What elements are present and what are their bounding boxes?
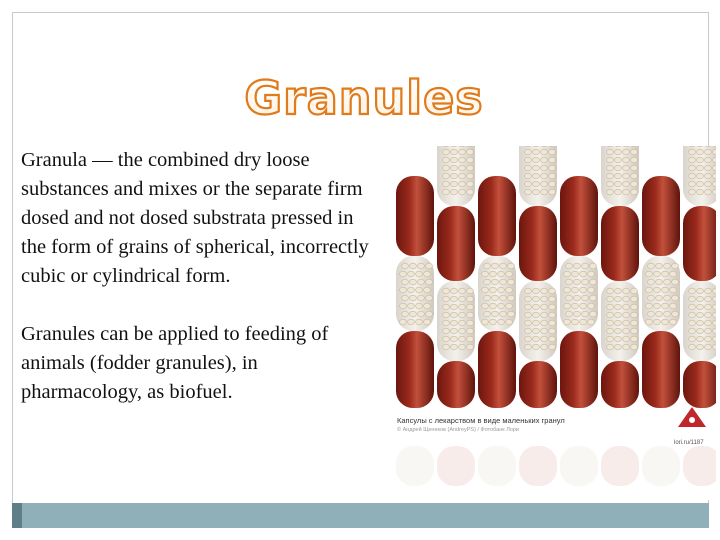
body-text bbox=[21, 146, 381, 407]
applications-paragraph: Granules can be applied to feeding of animals (fodder granules), in pharmacology, as biofuel. bbox=[21, 323, 329, 403]
caption-title: Капсулы с лекарством в виде маленьких гранул bbox=[397, 416, 565, 425]
caption-credit: © Андрей Щенеков (AndreyPS) / Фотобанк Лори bbox=[397, 427, 520, 433]
capsules-photo bbox=[392, 146, 716, 500]
slide-title-text: Granules bbox=[244, 71, 484, 125]
logo-text: lori.ru/1187 bbox=[674, 440, 704, 446]
definition-paragraph: Granula — the combined dry loose substances and mixes or the separate firm dosed and not dosed substrata pressed in the form of grains of spherical, incorrectly cubic or cylindrical form. bbox=[21, 149, 369, 287]
footer-accent bbox=[12, 503, 22, 528]
slide-title bbox=[232, 64, 497, 128]
footer-bar bbox=[12, 503, 709, 528]
photo-caption bbox=[397, 416, 632, 433]
